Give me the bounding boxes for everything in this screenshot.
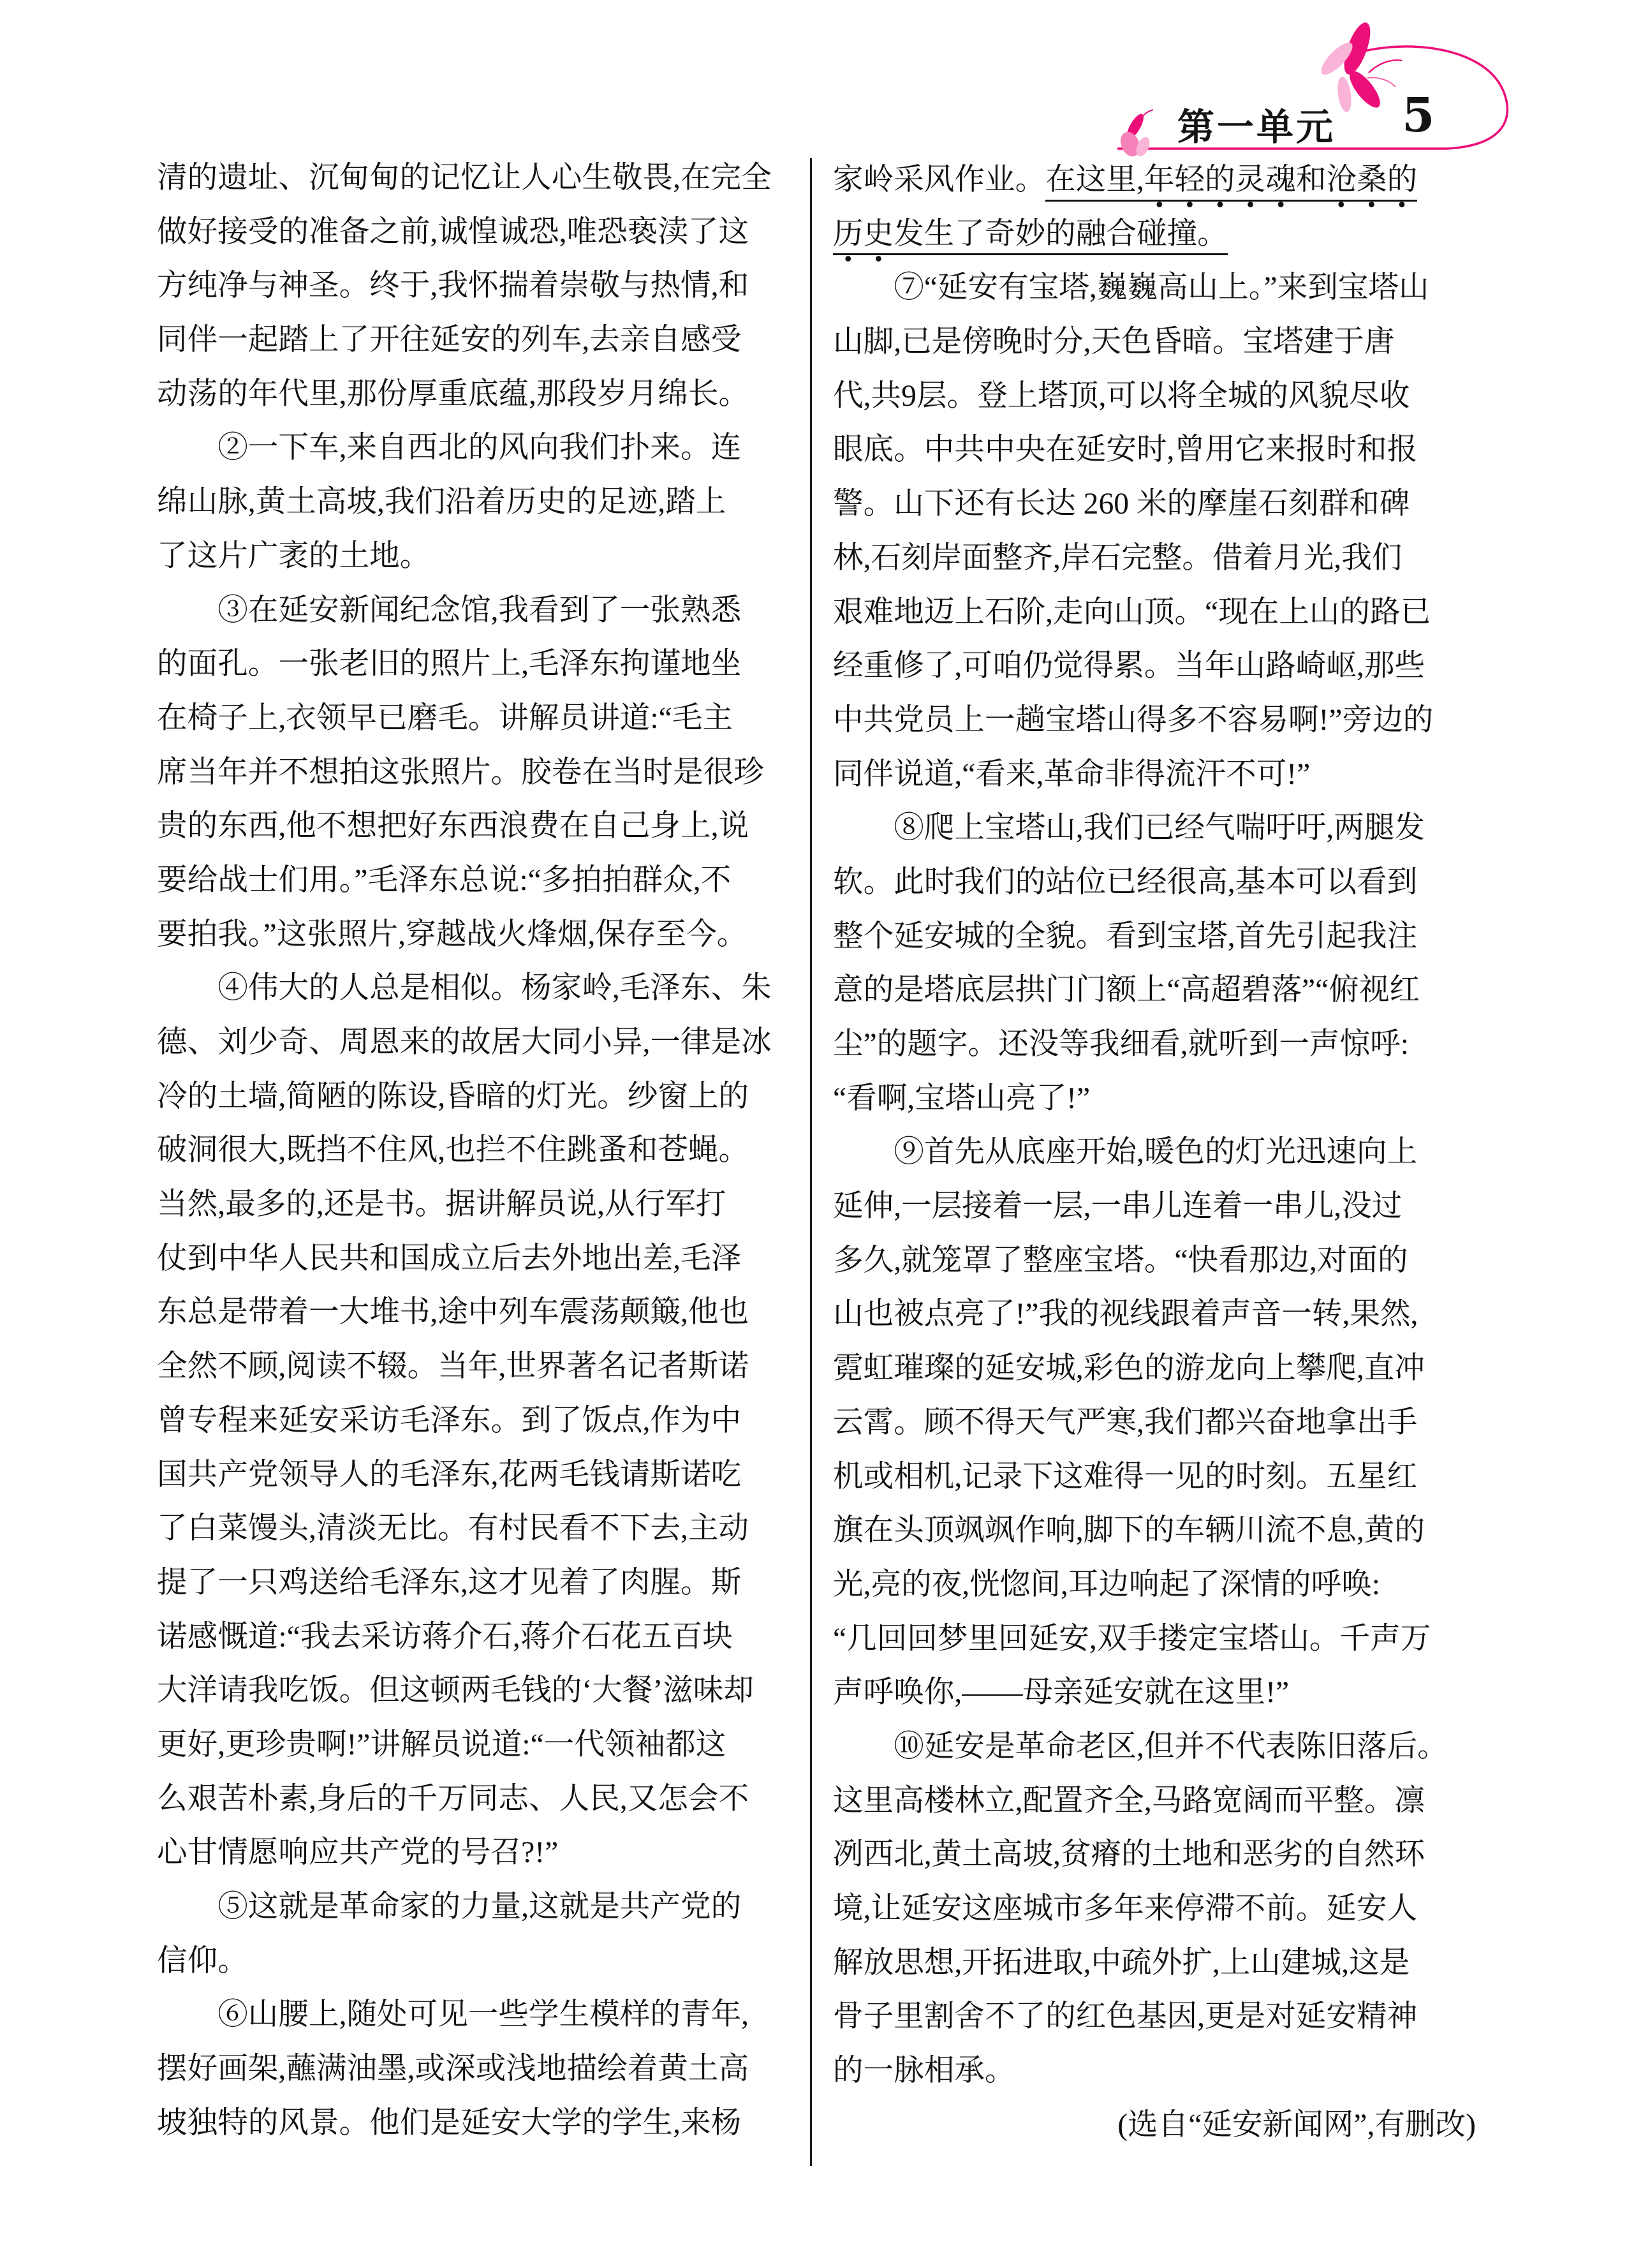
text-line: 眼底。中共中央在延安时,曾用它来报时和报 [833,433,1418,467]
text-line: 要拍我。”这张照片,穿越战火烽烟,保存至今。 [157,917,747,951]
text-line: 云霄。顾不得天气严寒,我们都兴奋地拿出手 [833,1405,1418,1439]
text-line: 软。此时我们的站位已经很高,基本可以看到 [833,865,1418,899]
text-line: 在椅子上,衣领早已磨毛。讲解员讲道:“毛主 [157,701,733,735]
text-line: 诺感慨道:“我去采访蒋介石,蒋介石花五百块 [157,1620,733,1654]
text-line: 席当年并不想拍这张照片。胶卷在当时是很珍 [157,755,764,789]
text-line: ②一下车,来自西北的风向我们扑来。连 [217,431,742,465]
text-line: 代,共9层。登上塔顶,可以将全城的风貌尽收 [833,379,1410,413]
emphasized-text: 沧桑的 [1326,163,1417,208]
text-line: 绵山脉,黄土高坡,我们沿着历史的足迹,踏上 [157,485,726,519]
text-line: 要给战士们用。”毛泽东总说:“多拍拍群众,不 [157,863,732,897]
text-line: 坡独特的风景。他们是延安大学的学生,来杨 [157,2106,742,2140]
text-line: 全然不顾,阅读不辍。当年,世界著名记者斯诺 [157,1350,749,1384]
text-line: “看啊,宝塔山亮了!” [833,1081,1091,1115]
text-line: 摆好画架,蘸满油墨,或深或浅地描绘着黄土高 [157,2052,749,2086]
text-line: 了白菜馒头,清淡无比。有村民看不下去,主动 [157,1512,749,1546]
text-line: 的面孔。一张老旧的照片上,毛泽东拘谨地坐 [157,648,742,681]
page-number: 5 [1402,88,1435,143]
text-line: 这里高楼林立,配置齐全,马路宽阔而平整。凛 [833,1784,1425,1818]
underlined-text: 和 [1296,163,1327,208]
text-line: 做好接受的准备之前,诚惶诚恐,唯恐亵渎了这 [157,215,749,249]
article-column-right [833,153,1476,2152]
text-line: 旗在头顶飒飒作响,脚下的车辆川流不息,黄的 [833,1514,1425,1548]
text-line: 尘”的题字。还没等我细看,就听到一声惊呼: [833,1028,1409,1061]
unit-title: 第一单元 [1177,107,1336,148]
text-line: ⑤这就是革命家的力量,这就是共产党的 [217,1890,742,1923]
text-line: 同伴一起踏上了开往延安的列车,去亲自感受 [157,323,742,357]
text-line: 德、刘少奇、周恩来的故居大同小异,一律是冰 [157,1026,772,1059]
text-line: ⑦“延安有宝塔,巍巍高山上。”来到宝塔山 [894,271,1429,305]
text-line: 境,让延安这座城市多年来停滞不前。延安人 [833,1892,1418,1925]
text-line [833,207,1476,262]
text-line: 大洋请我吃饭。但这顿两毛钱的‘大餐’滋味却 [157,1674,754,1708]
text-line: ⑥山腰上,随处可见一些学生模样的青年, [217,1998,749,2032]
text-line: 仗到中华人民共和国成立后去外地出差,毛泽 [157,1241,742,1275]
text-line: ⑩延安是革命老区,但并不代表陈旧落后。 [894,1730,1448,1763]
text-line: 多久,就笼罩了整座宝塔。“快看那边,对面的 [833,1243,1408,1277]
text-line: 东总是带着一大堆书,途中列车震荡颠簸,他也 [157,1296,749,1330]
underlined-text: 发生了奇妙的融合碰撞。 [894,218,1228,262]
text-line: 的一脉相承。 [833,2054,1015,2088]
text-line: 意的是塔底层拱门门额上“高超碧落”“俯视红 [833,974,1420,1007]
text-line: 同伴说道,“看来,革命非得流汗不可!” [833,757,1311,791]
text-line: ③在延安新闻纪念馆,我看到了一张熟悉 [217,593,742,627]
text-line: 警。山下还有长达 260 米的摩崖石刻群和碑 [833,487,1410,521]
text-line: 解放思想,开拓进取,中疏外扩,上山建城,这是 [833,1946,1410,1980]
emphasized-text: 年轻的灵魂 [1144,163,1296,208]
text-line [833,153,1476,207]
text-line: 延伸,一层接着一层,一串儿连着一串儿,没过 [833,1190,1402,1224]
text-line: 贵的东西,他不想把好东西浪费在自己身上,说 [157,810,749,843]
column-divider [810,158,812,2166]
text-line: 动荡的年代里,那份厚重底蕴,那段岁月绵长。 [157,377,749,411]
text-line: ⑨首先从底座开始,暖色的灯光迅速向上 [894,1136,1418,1169]
text-line: 中共党员上一趟宝塔山得多不容易啊!”旁边的 [833,703,1434,737]
text-line: 更好,更珍贵啊!”讲解员说道:“一代领袖都这 [157,1728,726,1761]
source-attribution: (选自“延安新闻网”,有删改) [1117,2108,1476,2142]
text-line: 机或相机,记录下这难得一见的时刻。五星红 [833,1460,1418,1493]
text-line: 心甘情愿响应共产党的号召?!” [157,1836,559,1870]
text-line: 经重修了,可咱仍觉得累。当年山路崎岖,那些 [833,649,1425,683]
text-line: 曾专程来延安采访毛泽东。到了饭点,作为中 [157,1404,742,1437]
text-line: 提了一只鸡送给毛泽东,这才见着了肉腥。斯 [157,1566,742,1599]
article-column-left [157,151,795,2150]
text-line: 冷的土墙,简陋的陈设,昏暗的灯光。纱窗上的 [157,1079,749,1113]
text-line: 骨子里割舍不了的红色基因,更是对延安精神 [833,2000,1418,2034]
text-line: 信仰。 [157,1944,248,1978]
text-line: 艰难地迈上石阶,走向山顶。“现在上山的路已 [833,595,1431,629]
text-line: 整个延安城的全貌。看到宝塔,首先引起我注 [833,919,1418,953]
text-line: 林,石刻岸面整齐,岸石完整。借着月光,我们 [833,541,1402,575]
text-line: 当然,最多的,还是书。据讲解员说,从行军打 [157,1188,726,1222]
text-line: “几回回梦里回延安,双手搂定宝塔山。千声万 [833,1622,1431,1656]
text-line: 清的遗址、沉甸甸的记忆让人心生敬畏,在完全 [157,161,772,195]
text-line: 光,亮的夜,恍惚间,耳边响起了深情的呼唤: [833,1568,1381,1601]
text-line: 了这片广袤的土地。 [157,539,431,573]
text-line: 方纯净与神圣。终于,我怀揣着崇敬与热情,和 [157,269,749,303]
emphasized-text: 历史 [833,218,894,262]
text-line: 么艰苦朴素,身后的千万同志、人民,又怎会不 [157,1782,749,1816]
text-segment: 家岭采风作业。 [833,163,1046,196]
text-line: 冽西北,黄土高坡,贫瘠的土地和恶劣的自然环 [833,1838,1425,1872]
text-line: 国共产党领导人的毛泽东,花两毛钱请斯诺吃 [157,1458,742,1492]
text-line: ④伟大的人总是相似。杨家岭,毛泽东、朱 [217,972,772,1005]
text-line: 破洞很大,既挡不住风,也拦不住跳蚤和苍蝇。 [157,1134,749,1167]
text-line: 声呼唤你,——母亲延安就在这里!” [833,1676,1290,1710]
text-line: 霓虹璀璨的延安城,彩色的游龙向上攀爬,直冲 [833,1352,1425,1386]
text-line: 山也被点亮了!”我的视线跟着声音一转,果然, [833,1298,1418,1331]
underlined-text: 在这里, [1045,163,1144,208]
text-line: ⑧爬上宝塔山,我们已经气喘吁吁,两腿发 [894,812,1425,845]
text-line: 山脚,已是傍晚时分,天色昏暗。宝塔建于唐 [833,325,1395,359]
